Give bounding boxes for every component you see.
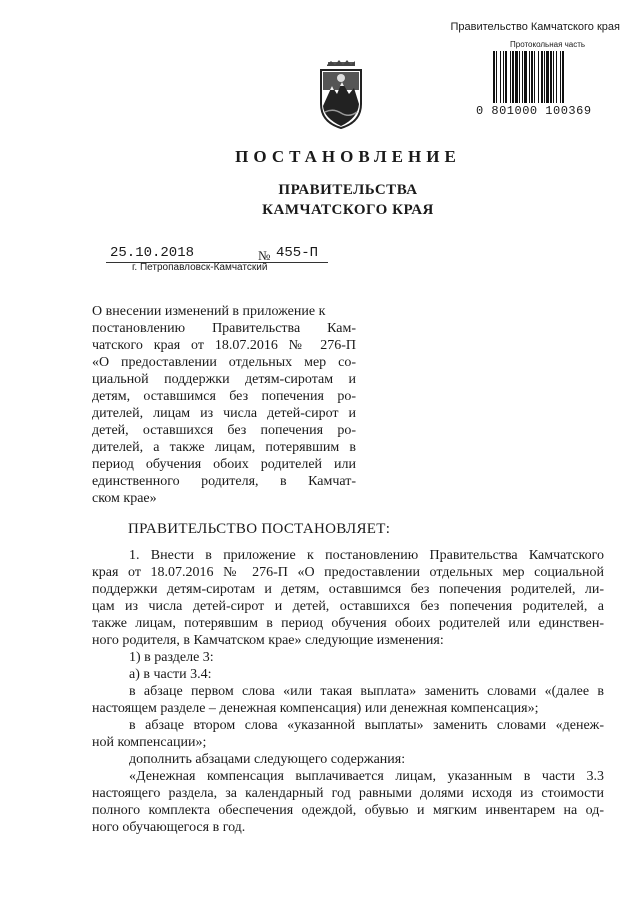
body-line: полного комплекта обеспечения одеждой, обувью и мягким инвентарем на од- (92, 803, 604, 818)
document-subject (92, 303, 356, 507)
subject-line: период обучения обоих родителей или (92, 457, 356, 472)
subject-line: О внесении изменений в приложение к (92, 304, 326, 319)
body-line: 1. Внести в приложение к постановлению Правительства Камчатского (129, 548, 604, 563)
subject-line: циальной поддержки детям-сиротам и (92, 372, 356, 387)
body-line: края от 18.07.2016 № 276-П «О предоставлении отдельных мер социальной (92, 565, 604, 580)
subject-line: детям, оставшимся без попечения ро- (92, 389, 356, 404)
subject-line: дителей, а также лицам, потерявшим в (92, 440, 356, 455)
document-title: ПОСТАНОВЛЕНИЕ (235, 147, 461, 166)
body-line: ного родителя, в Камчатском крае» следующие изменения: (92, 633, 444, 648)
decree-heading: ПРАВИТЕЛЬСТВО ПОСТАНОВЛЯЕТ: (128, 521, 391, 537)
subject-line: чатского края от 18.07.2016 № 276-П (92, 338, 356, 353)
body-line: в абзаце втором слова «указанной выплаты» заменить словами «денеж- (129, 718, 604, 733)
stamp-organization: Правительство Камчатского края (450, 21, 620, 33)
subject-line: дителей, лицам из числа детей-сирот и (92, 406, 356, 421)
body-line: в абзаце первом слова «или такая выплата» заменить словами «(далее в (129, 684, 604, 699)
subject-line: «О предоставлении отдельных мер со- (92, 355, 356, 370)
barcode-number: 0 801000 100369 (476, 104, 592, 118)
number-sign: № (258, 248, 271, 263)
stamp-part-label: Протокольная часть (510, 40, 586, 49)
body-line: цам из числа детей-сирот и детей, оставшихся без попечения родителей, а (92, 599, 604, 614)
issuer-line-1: ПРАВИТЕЛЬСТВА (278, 182, 418, 198)
subject-line: детей, оставшихся без попечения ро- (92, 423, 356, 438)
body-line: ного обучающегося в год. (92, 820, 246, 835)
body-line: ной компенсации»; (92, 735, 207, 750)
subject-line: ском крае» (92, 491, 157, 506)
body-line: «Денежная компенсация выплачивается лицам, указанным в части 3.3 (129, 769, 604, 784)
document-number: 455-П (276, 245, 319, 261)
body-line: настоящего раздела, за календарный год равными долями исходя из стоимости (92, 786, 604, 801)
body-line: а) в части 3.4: (129, 667, 212, 682)
issue-city: г. Петропавловск-Камчатский (132, 262, 268, 273)
body-line: также лицам, потерявшим в период обучения обоих родителей или единствен- (92, 616, 604, 631)
subject-line: единственного родителя, в Камчат- (92, 474, 356, 489)
coat-of-arms-icon (318, 60, 364, 130)
body-line: 1) в разделе 3: (129, 650, 214, 665)
body-line: дополнить абзацами следующего содержания: (129, 752, 406, 767)
subject-line: постановлению Правительства Кам- (92, 321, 356, 336)
document-body (92, 547, 604, 836)
body-line: настоящем разделе – денежная компенсация) или денежная компенсация»; (92, 701, 539, 716)
body-line: поддержки детям-сиротам и детям, оставшимся без попечения родителей, ли- (92, 582, 604, 597)
barcode-icon (492, 51, 616, 103)
issuer-line-2: КАМЧАТСКОГО КРАЯ (262, 202, 434, 218)
document-date: 25.10.2018 (110, 245, 195, 261)
